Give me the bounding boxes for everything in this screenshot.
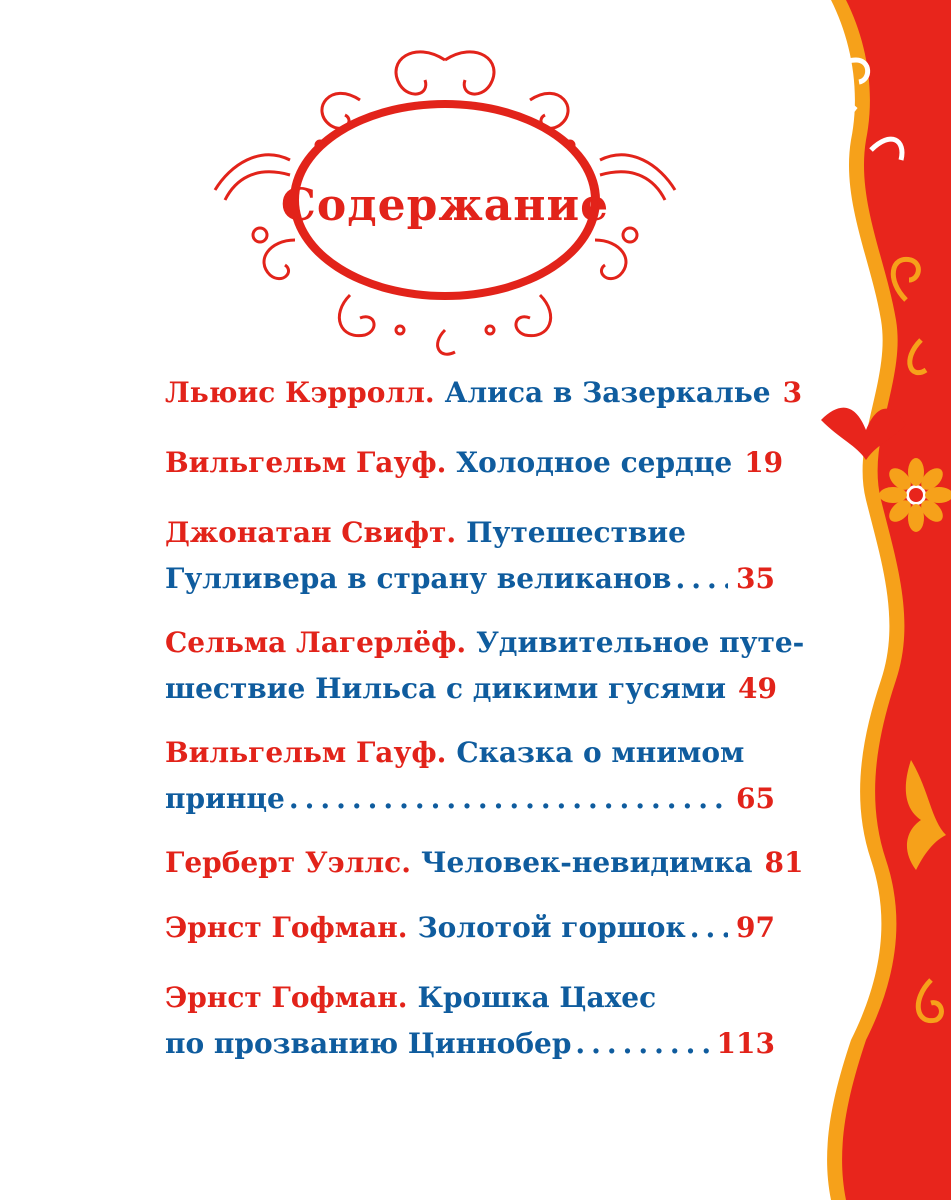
toc-entry[interactable]	[165, 620, 805, 712]
leader-dots	[289, 776, 728, 822]
toc-work-title-line1: Удивительное путе-	[476, 626, 805, 659]
toc-work-title: Холодное сердце	[456, 446, 733, 479]
decorative-side-border	[811, 0, 951, 1200]
leader-dots	[676, 556, 729, 602]
toc-work-title-line2: Гулливера в страну великанов	[165, 562, 672, 595]
toc-author: Сельма Лагерлёф.	[165, 626, 467, 659]
toc-entry[interactable]	[165, 730, 775, 822]
page-title: Содержание	[280, 180, 610, 231]
toc-work-title-line1: Сказка о мнимом	[456, 736, 745, 769]
toc-entry[interactable]	[165, 440, 784, 486]
toc-author: Джонатан Свифт.	[165, 516, 457, 549]
toc-entry[interactable]	[165, 975, 775, 1067]
toc-entry[interactable]	[165, 510, 775, 602]
toc-page-number: 81	[764, 846, 804, 879]
toc-author: Вильгельм Гауф.	[165, 736, 447, 769]
toc-author: Вильгельм Гауф.	[165, 446, 447, 479]
toc-work-title: Алиса в Зазеркалье	[444, 376, 771, 409]
toc-page-number: 65	[736, 782, 775, 815]
toc-author: Эрнст Гофман.	[165, 911, 408, 944]
toc-work-title-line2: принце	[165, 782, 285, 815]
toc-work-title-line2: шествие Нильса с дикими гусями	[165, 672, 726, 705]
toc-page-number: 35	[736, 562, 775, 595]
toc-author: Льюис Кэрролл.	[165, 376, 435, 409]
toc-work-title: Золотой горшок	[417, 911, 686, 944]
leader-dots	[575, 1021, 708, 1067]
toc-work-title: Человек-невидимка	[420, 846, 753, 879]
toc-page-number: 97	[736, 911, 775, 944]
toc-page-number: 3	[782, 376, 803, 409]
toc-page-number: 113	[716, 1027, 775, 1060]
leader-dots	[690, 905, 728, 951]
toc-page-number: 49	[737, 672, 777, 705]
toc-author: Эрнст Гофман.	[165, 981, 408, 1014]
toc-page-number: 19	[744, 446, 784, 479]
toc-entry[interactable]	[165, 905, 775, 951]
toc-work-title-line2: по прозванию Циннобер	[165, 1027, 572, 1060]
toc-work-title-line1: Путешествие	[466, 516, 686, 549]
toc-work-title-line1: Крошка Цахес	[417, 981, 657, 1014]
toc-entry[interactable]	[165, 370, 803, 416]
toc-entry[interactable]	[165, 840, 804, 886]
title-cartouche	[200, 40, 690, 360]
toc-author: Герберт Уэллс.	[165, 846, 411, 879]
